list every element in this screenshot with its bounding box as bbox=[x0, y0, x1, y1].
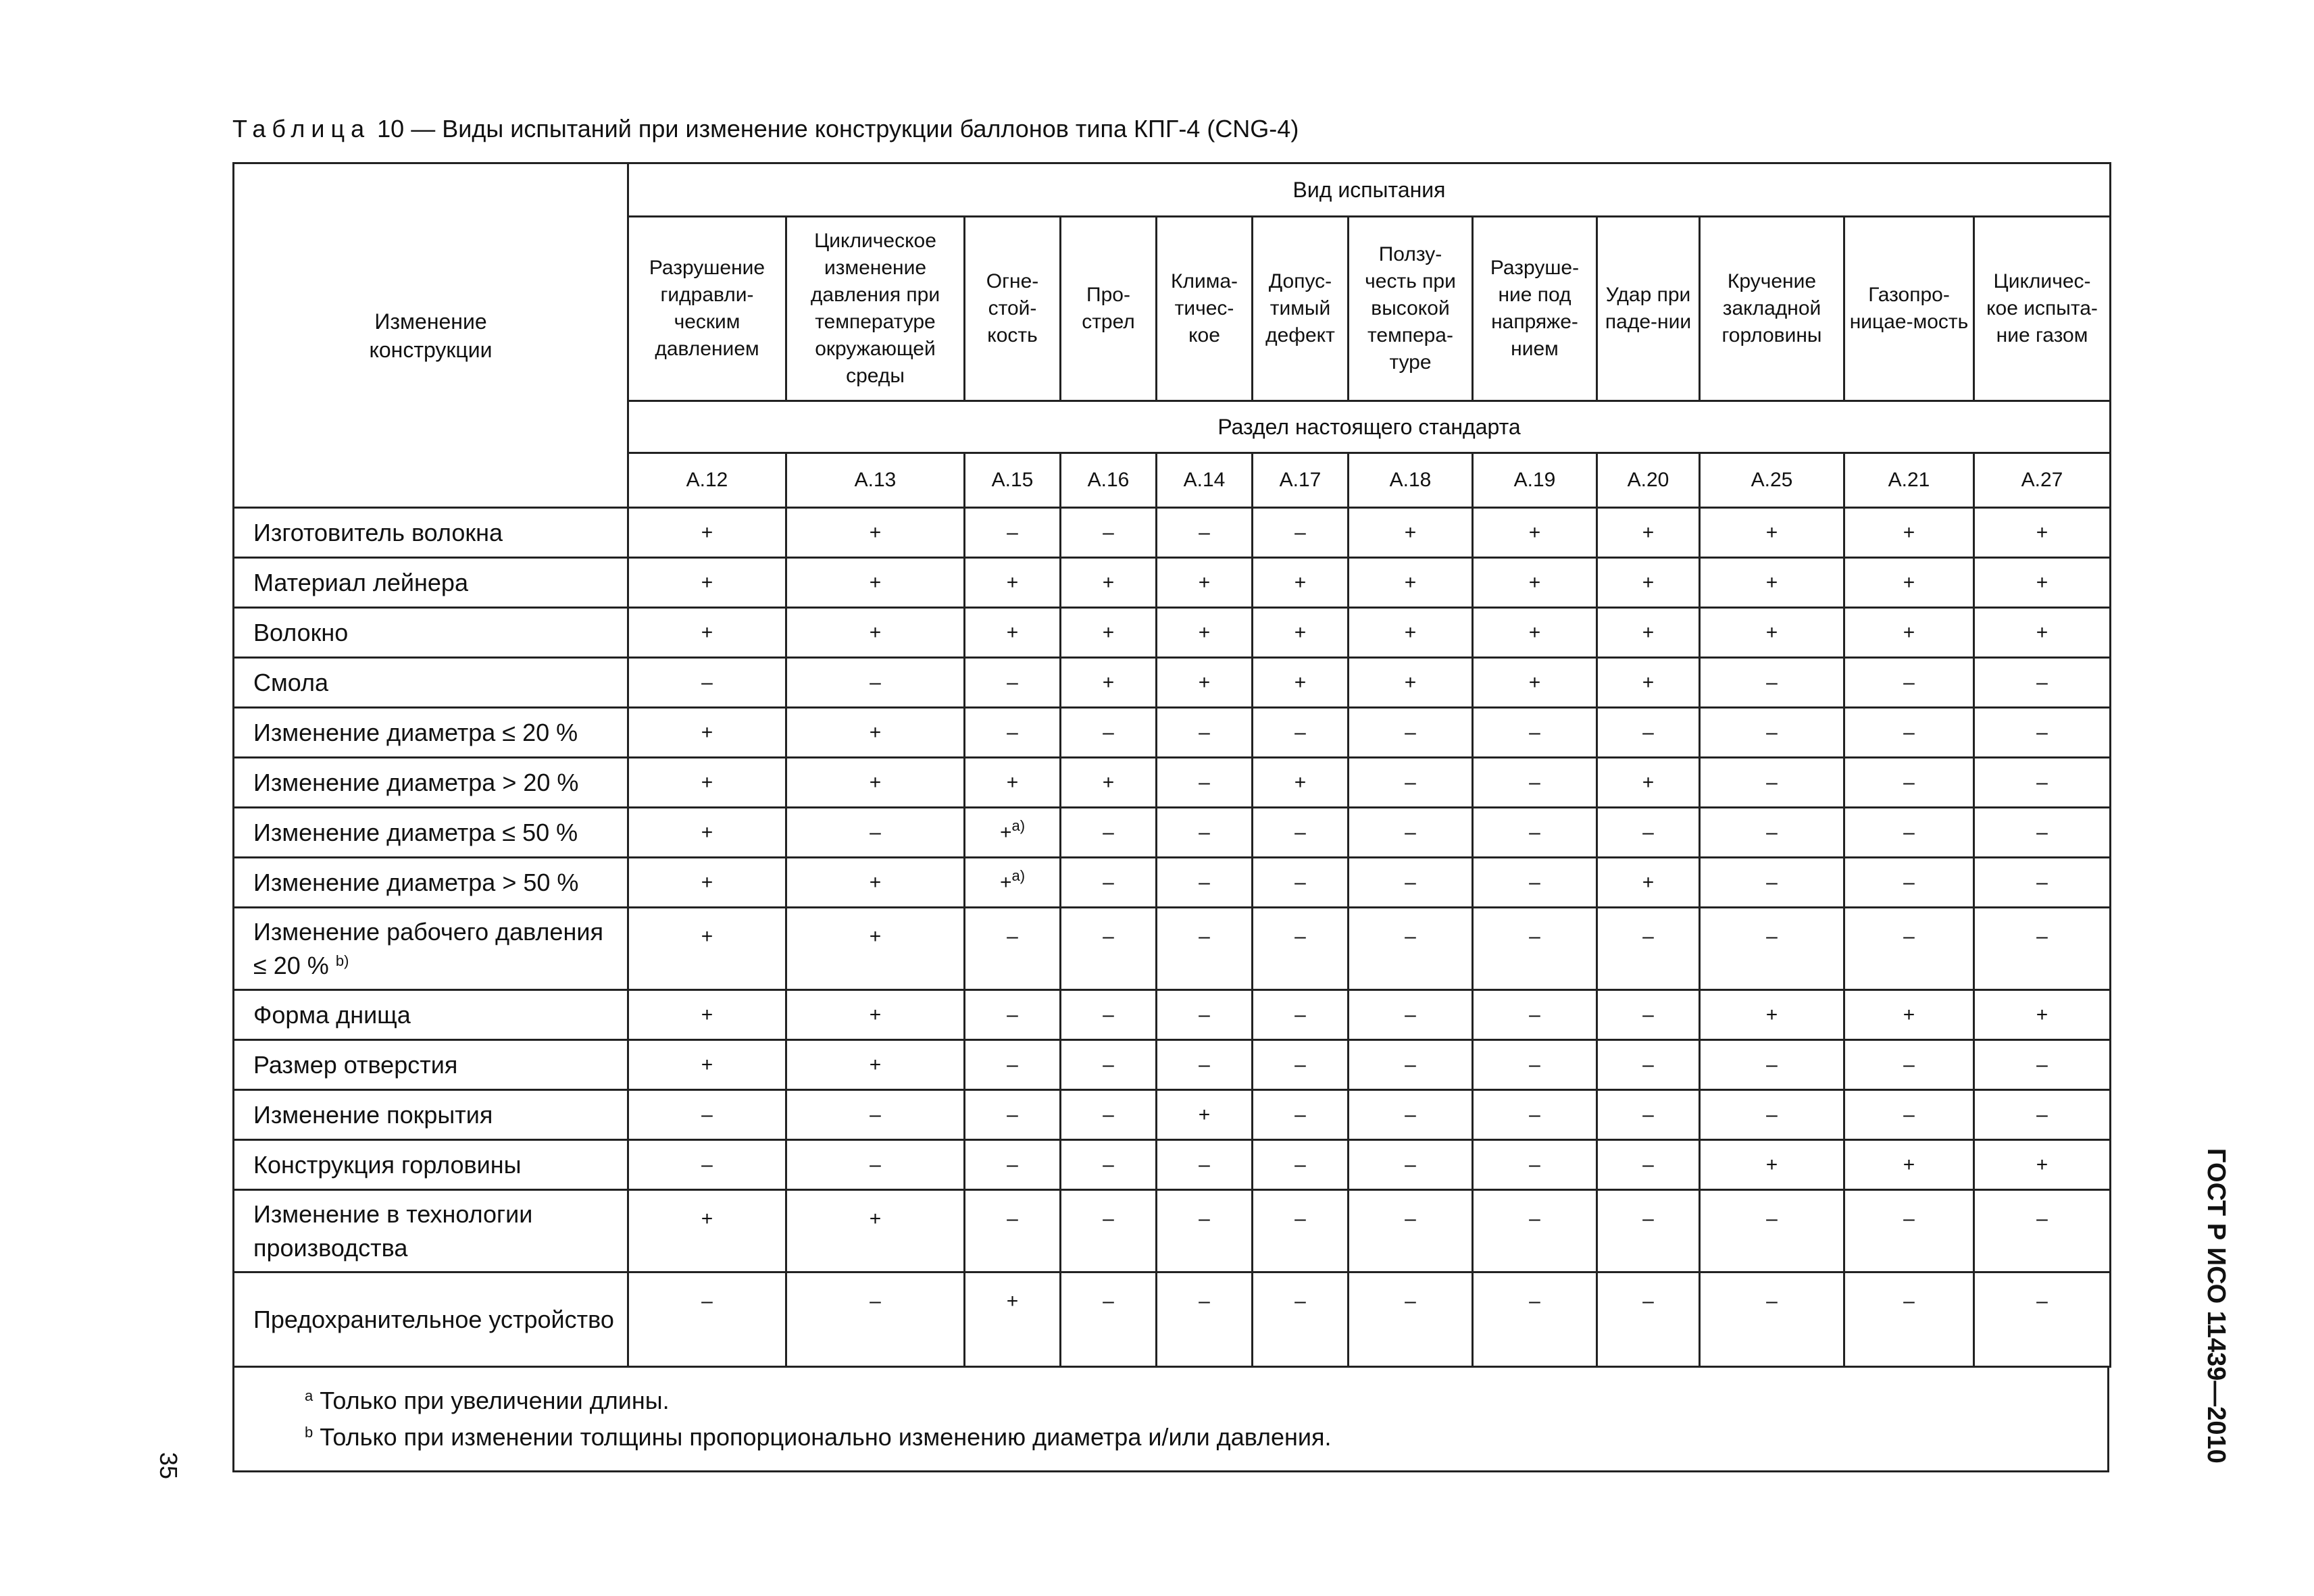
section-code: A.12 bbox=[628, 453, 786, 508]
table-cell: + bbox=[1597, 608, 1700, 658]
row-label: Изменение диаметра ≤ 50 % bbox=[234, 808, 628, 858]
table-cell: – bbox=[786, 808, 965, 858]
table-cell: – bbox=[786, 1140, 965, 1190]
table-cell: – bbox=[965, 1040, 1061, 1090]
table-cell: – bbox=[1061, 1090, 1157, 1140]
table-cell: – bbox=[1061, 1190, 1157, 1272]
test-header: Про-стрел bbox=[1061, 217, 1157, 401]
table-cell: + bbox=[628, 1040, 786, 1090]
table-cell: – bbox=[965, 1140, 1061, 1190]
table-cell: – bbox=[965, 990, 1061, 1040]
row-label: Изготовитель волокна bbox=[234, 508, 628, 558]
table-cell: – bbox=[786, 658, 965, 708]
section-code: A.15 bbox=[965, 453, 1061, 508]
table-cell: – bbox=[1157, 508, 1253, 558]
table-cell: + bbox=[1597, 858, 1700, 908]
row-label: Размер отверстия bbox=[234, 1040, 628, 1090]
table-cell: – bbox=[1157, 1190, 1253, 1272]
table-cell: – bbox=[1157, 990, 1253, 1040]
table-cell: – bbox=[1157, 758, 1253, 808]
table-cell: – bbox=[965, 708, 1061, 758]
table-cell: + bbox=[1061, 658, 1157, 708]
table-cell: – bbox=[1700, 1272, 1844, 1367]
table-cell: + bbox=[1700, 1140, 1844, 1190]
table-cell: – bbox=[628, 1090, 786, 1140]
table-cell: – bbox=[1473, 858, 1597, 908]
row-label: Форма днища bbox=[234, 990, 628, 1040]
section-code: A.21 bbox=[1844, 453, 1974, 508]
table-cell: + bbox=[1844, 558, 1974, 608]
table-cell: + bbox=[1061, 608, 1157, 658]
table-cell: – bbox=[1061, 990, 1157, 1040]
table-cell: – bbox=[1700, 808, 1844, 858]
test-header: Клима-тичес-кое bbox=[1157, 217, 1253, 401]
table-cell: + bbox=[628, 1190, 786, 1272]
table-cell: + bbox=[1473, 608, 1597, 658]
table-cell: – bbox=[1844, 1190, 1974, 1272]
table-cell: + bbox=[628, 608, 786, 658]
table-row bbox=[234, 658, 2111, 708]
table-cell: – bbox=[1349, 1190, 1473, 1272]
row-label: Волокно bbox=[234, 608, 628, 658]
table-row bbox=[234, 558, 2111, 608]
test-header: Огне-стой-кость bbox=[965, 217, 1061, 401]
table-cell: – bbox=[1974, 758, 2111, 808]
table-cell: – bbox=[1253, 508, 1349, 558]
table-cell: + bbox=[1061, 758, 1157, 808]
table-cell: + bbox=[628, 908, 786, 990]
table-cell: + bbox=[1974, 608, 2111, 658]
table-cell: – bbox=[1349, 1040, 1473, 1090]
table-cell: – bbox=[1253, 1090, 1349, 1140]
table-cell: – bbox=[1349, 858, 1473, 908]
table-cell: – bbox=[1157, 1272, 1253, 1367]
table-cell: – bbox=[1061, 1040, 1157, 1090]
table-cell: + bbox=[628, 858, 786, 908]
table-cell: + bbox=[786, 1190, 965, 1272]
table-row bbox=[234, 1040, 2111, 1090]
table-cell: – bbox=[1061, 908, 1157, 990]
table-cell: + bbox=[965, 758, 1061, 808]
table-cell: + bbox=[1597, 558, 1700, 608]
table-cell: + bbox=[1349, 558, 1473, 608]
test-header: Разруше-ние под напряже-нием bbox=[1473, 217, 1597, 401]
table-row bbox=[234, 608, 2111, 658]
row-label: Материал лейнера bbox=[234, 558, 628, 608]
table-cell: – bbox=[1974, 808, 2111, 858]
table-row bbox=[234, 1190, 2111, 1272]
table-cell: + bbox=[1349, 508, 1473, 558]
table-cell: + bbox=[628, 990, 786, 1040]
table-cell: – bbox=[1349, 758, 1473, 808]
table-cell: – bbox=[1844, 808, 1974, 858]
table-cell: – bbox=[1844, 658, 1974, 708]
table-cell: – bbox=[1157, 1140, 1253, 1190]
table-cell: + bbox=[1473, 508, 1597, 558]
table-cell: – bbox=[1844, 1040, 1974, 1090]
table-cell: – bbox=[1157, 858, 1253, 908]
table-cell: + bbox=[1844, 508, 1974, 558]
table-cell: – bbox=[1473, 708, 1597, 758]
table-cell: – bbox=[1253, 1190, 1349, 1272]
table-cell: + bbox=[1349, 658, 1473, 708]
table-cell: + bbox=[1253, 758, 1349, 808]
table-cell: – bbox=[1844, 1090, 1974, 1140]
table-cell: + bbox=[1597, 508, 1700, 558]
change-column-header: Изменение конструкции bbox=[234, 163, 628, 508]
table-cell: – bbox=[786, 1272, 965, 1367]
table-cell: – bbox=[1473, 1090, 1597, 1140]
table-cell: – bbox=[965, 1090, 1061, 1140]
table-cell: – bbox=[1473, 758, 1597, 808]
table-cell: + bbox=[1157, 608, 1253, 658]
table-cell: – bbox=[1061, 808, 1157, 858]
table-cell: – bbox=[1597, 708, 1700, 758]
table-cell: – bbox=[1597, 1140, 1700, 1190]
test-header: Кручение закладной горловины bbox=[1700, 217, 1844, 401]
table-cell: – bbox=[1473, 808, 1597, 858]
table-cell: – bbox=[1700, 758, 1844, 808]
table-cell: +$^{a)}$ bbox=[965, 808, 1061, 858]
table-cell: – bbox=[1597, 808, 1700, 858]
standard-designation: ГОСТ Р ИСО 11439—2010 bbox=[2202, 1148, 2230, 1464]
table-cell: + bbox=[786, 508, 965, 558]
table-row bbox=[234, 990, 2111, 1040]
section-code: A.18 bbox=[1349, 453, 1473, 508]
table-row bbox=[234, 908, 2111, 990]
table-cell: – bbox=[1253, 808, 1349, 858]
table-cell: – bbox=[1974, 858, 2111, 908]
table-cell: – bbox=[1700, 658, 1844, 708]
table-cell: – bbox=[1597, 1272, 1700, 1367]
table-cell: – bbox=[1157, 908, 1253, 990]
table-cell: – bbox=[1974, 1090, 2111, 1140]
table-cell: – bbox=[1157, 708, 1253, 758]
table-cell: – bbox=[1974, 1190, 2111, 1272]
table-cell: – bbox=[1700, 1190, 1844, 1272]
table-cell: + bbox=[1844, 990, 1974, 1040]
table-cell: – bbox=[1473, 1272, 1597, 1367]
test-type-header: Вид испытания bbox=[628, 163, 2111, 217]
table-cell: + bbox=[1700, 558, 1844, 608]
table-cell: – bbox=[1253, 1140, 1349, 1190]
test-header: Газопро-ницае-мость bbox=[1844, 217, 1974, 401]
table-cell: + bbox=[786, 558, 965, 608]
table-cell: – bbox=[1597, 1090, 1700, 1140]
table-footnotes bbox=[232, 1368, 2109, 1472]
table-cell: + bbox=[1253, 658, 1349, 708]
table-cell: – bbox=[1974, 1272, 2111, 1367]
page-number: 35 bbox=[155, 1452, 182, 1480]
table-cell: – bbox=[1700, 1040, 1844, 1090]
table-cell: – bbox=[1061, 708, 1157, 758]
table-row bbox=[234, 508, 2111, 558]
section-code: A.16 bbox=[1061, 453, 1157, 508]
table-cell: – bbox=[1349, 990, 1473, 1040]
test-header: Цикличес-кое испыта-ние газом bbox=[1974, 217, 2111, 401]
table-cell: – bbox=[1349, 808, 1473, 858]
table-cell: – bbox=[1349, 1140, 1473, 1190]
table-cell: – bbox=[1844, 758, 1974, 808]
section-code: A.14 bbox=[1157, 453, 1253, 508]
table-cell: – bbox=[1473, 1140, 1597, 1190]
row-label: Изменение рабочего давления ≤ 20 % $^{b)}$ bbox=[234, 908, 628, 990]
table-row bbox=[234, 708, 2111, 758]
table-cell: – bbox=[1157, 1040, 1253, 1090]
table-cell: – bbox=[1157, 808, 1253, 858]
table-cell: – bbox=[1700, 1090, 1844, 1140]
table-caption bbox=[232, 115, 1299, 143]
table-cell: – bbox=[1597, 1040, 1700, 1090]
table-cell: + bbox=[628, 558, 786, 608]
table-cell: – bbox=[1844, 908, 1974, 990]
test-header: Ползу-честь при высокой темпера-туре bbox=[1349, 217, 1473, 401]
table-cell: – bbox=[1253, 1040, 1349, 1090]
table-cell: – bbox=[1349, 1090, 1473, 1140]
table-cell: + bbox=[786, 990, 965, 1040]
table-cell: + bbox=[1974, 1140, 2111, 1190]
test-header: Разрушение гидравли-ческим давлением bbox=[628, 217, 786, 401]
table-cell: + bbox=[628, 758, 786, 808]
table-cell: – bbox=[1974, 908, 2111, 990]
table-cell: + bbox=[786, 1040, 965, 1090]
table-cell: – bbox=[628, 1140, 786, 1190]
row-label: Изменение в технологии производства bbox=[234, 1190, 628, 1272]
table-row bbox=[234, 758, 2111, 808]
section-code: A.27 bbox=[1974, 453, 2111, 508]
table-cell: – bbox=[786, 1090, 965, 1140]
table-cell: – bbox=[1844, 1272, 1974, 1367]
caption-label: Таблица bbox=[232, 115, 371, 143]
table-cell: + bbox=[1157, 1090, 1253, 1140]
table-cell: +$^{a)}$ bbox=[965, 858, 1061, 908]
table-cell: – bbox=[1597, 1190, 1700, 1272]
row-label: Изменение диаметра > 50 % bbox=[234, 858, 628, 908]
table-cell: + bbox=[786, 708, 965, 758]
table-cell: + bbox=[965, 608, 1061, 658]
table-cell: – bbox=[1974, 708, 2111, 758]
section-code: A.13 bbox=[786, 453, 965, 508]
table-cell: – bbox=[1349, 708, 1473, 758]
table-cell: + bbox=[1974, 990, 2111, 1040]
table-cell: – bbox=[1974, 658, 2111, 708]
table-cell: + bbox=[628, 708, 786, 758]
section-code: A.20 bbox=[1597, 453, 1700, 508]
table-row bbox=[234, 858, 2111, 908]
test-header: Допус-тимый дефект bbox=[1253, 217, 1349, 401]
table-cell: + bbox=[1700, 608, 1844, 658]
table-cell: + bbox=[1700, 990, 1844, 1040]
table-cell: + bbox=[1157, 658, 1253, 708]
table-cell: + bbox=[1597, 758, 1700, 808]
table-cell: + bbox=[1157, 558, 1253, 608]
caption-text: 10 — Виды испытаний при изменение конструкции баллонов типа КПГ-4 (CNG-4) bbox=[370, 115, 1299, 143]
footnote-a: $^a$ Только при увеличении длины. bbox=[305, 1387, 670, 1414]
table-cell: – bbox=[1473, 1040, 1597, 1090]
section-code: A.17 bbox=[1253, 453, 1349, 508]
section-code: A.25 bbox=[1700, 453, 1844, 508]
table-cell: – bbox=[1473, 908, 1597, 990]
table-cell: – bbox=[1253, 858, 1349, 908]
table-cell: – bbox=[1844, 708, 1974, 758]
table-cell: + bbox=[1974, 558, 2111, 608]
table-cell: – bbox=[965, 658, 1061, 708]
table-cell: – bbox=[1700, 708, 1844, 758]
table-cell: – bbox=[1253, 908, 1349, 990]
table-cell: – bbox=[1473, 990, 1597, 1040]
row-label: Изменение диаметра > 20 % bbox=[234, 758, 628, 808]
table-cell: – bbox=[1844, 858, 1974, 908]
table-cell: + bbox=[786, 608, 965, 658]
row-label: Предохранительное устройство bbox=[234, 1272, 628, 1367]
table-cell: – bbox=[1061, 508, 1157, 558]
row-label: Конструкция горловины bbox=[234, 1140, 628, 1190]
table-cell: + bbox=[786, 758, 965, 808]
test-types-table bbox=[232, 162, 2111, 1368]
table-cell: – bbox=[628, 1272, 786, 1367]
table-cell: – bbox=[1061, 1140, 1157, 1190]
table-cell: – bbox=[1349, 908, 1473, 990]
table-row bbox=[234, 808, 2111, 858]
footnote-b: $^b$ Только при изменении толщины пропорционально изменению диаметра и/или давления. bbox=[305, 1423, 1332, 1451]
table-row bbox=[234, 1272, 2111, 1367]
table-cell: – bbox=[1061, 1272, 1157, 1367]
table-cell: + bbox=[1597, 658, 1700, 708]
table-cell: + bbox=[1473, 658, 1597, 708]
row-label: Изменение диаметра ≤ 20 % bbox=[234, 708, 628, 758]
section-code: A.19 bbox=[1473, 453, 1597, 508]
table-cell: + bbox=[965, 558, 1061, 608]
table-cell: + bbox=[786, 908, 965, 990]
table-cell: – bbox=[628, 658, 786, 708]
table-cell: – bbox=[1473, 1190, 1597, 1272]
table-cell: + bbox=[628, 508, 786, 558]
table-row bbox=[234, 1140, 2111, 1190]
table-cell: + bbox=[1844, 1140, 1974, 1190]
table-cell: + bbox=[786, 858, 965, 908]
table-cell: + bbox=[1844, 608, 1974, 658]
table-cell: – bbox=[1974, 1040, 2111, 1090]
table-cell: – bbox=[1061, 858, 1157, 908]
test-header: Циклическое изменение давления при температуре окружающей среды bbox=[786, 217, 965, 401]
table-cell: + bbox=[1473, 558, 1597, 608]
table-row bbox=[234, 1090, 2111, 1140]
table-cell: – bbox=[1597, 908, 1700, 990]
table-cell: + bbox=[1061, 558, 1157, 608]
table-cell: + bbox=[1253, 558, 1349, 608]
table-cell: + bbox=[1349, 608, 1473, 658]
table-cell: – bbox=[1253, 708, 1349, 758]
table-cell: – bbox=[1597, 990, 1700, 1040]
table-cell: + bbox=[1700, 508, 1844, 558]
table-cell: + bbox=[965, 1272, 1061, 1367]
table-cell: – bbox=[965, 908, 1061, 990]
table-cell: + bbox=[628, 808, 786, 858]
row-label: Смола bbox=[234, 658, 628, 708]
section-header: Раздел настоящего стандарта bbox=[628, 401, 2111, 453]
table-cell: – bbox=[965, 1190, 1061, 1272]
row-label: Изменение покрытия bbox=[234, 1090, 628, 1140]
table-cell: – bbox=[1253, 1272, 1349, 1367]
table-cell: – bbox=[1349, 1272, 1473, 1367]
table-cell: + bbox=[1974, 508, 2111, 558]
table-cell: – bbox=[1253, 990, 1349, 1040]
table-cell: – bbox=[965, 508, 1061, 558]
table-cell: + bbox=[1253, 608, 1349, 658]
table-cell: – bbox=[1700, 908, 1844, 990]
table-cell: – bbox=[1700, 858, 1844, 908]
test-header: Удар при паде-нии bbox=[1597, 217, 1700, 401]
